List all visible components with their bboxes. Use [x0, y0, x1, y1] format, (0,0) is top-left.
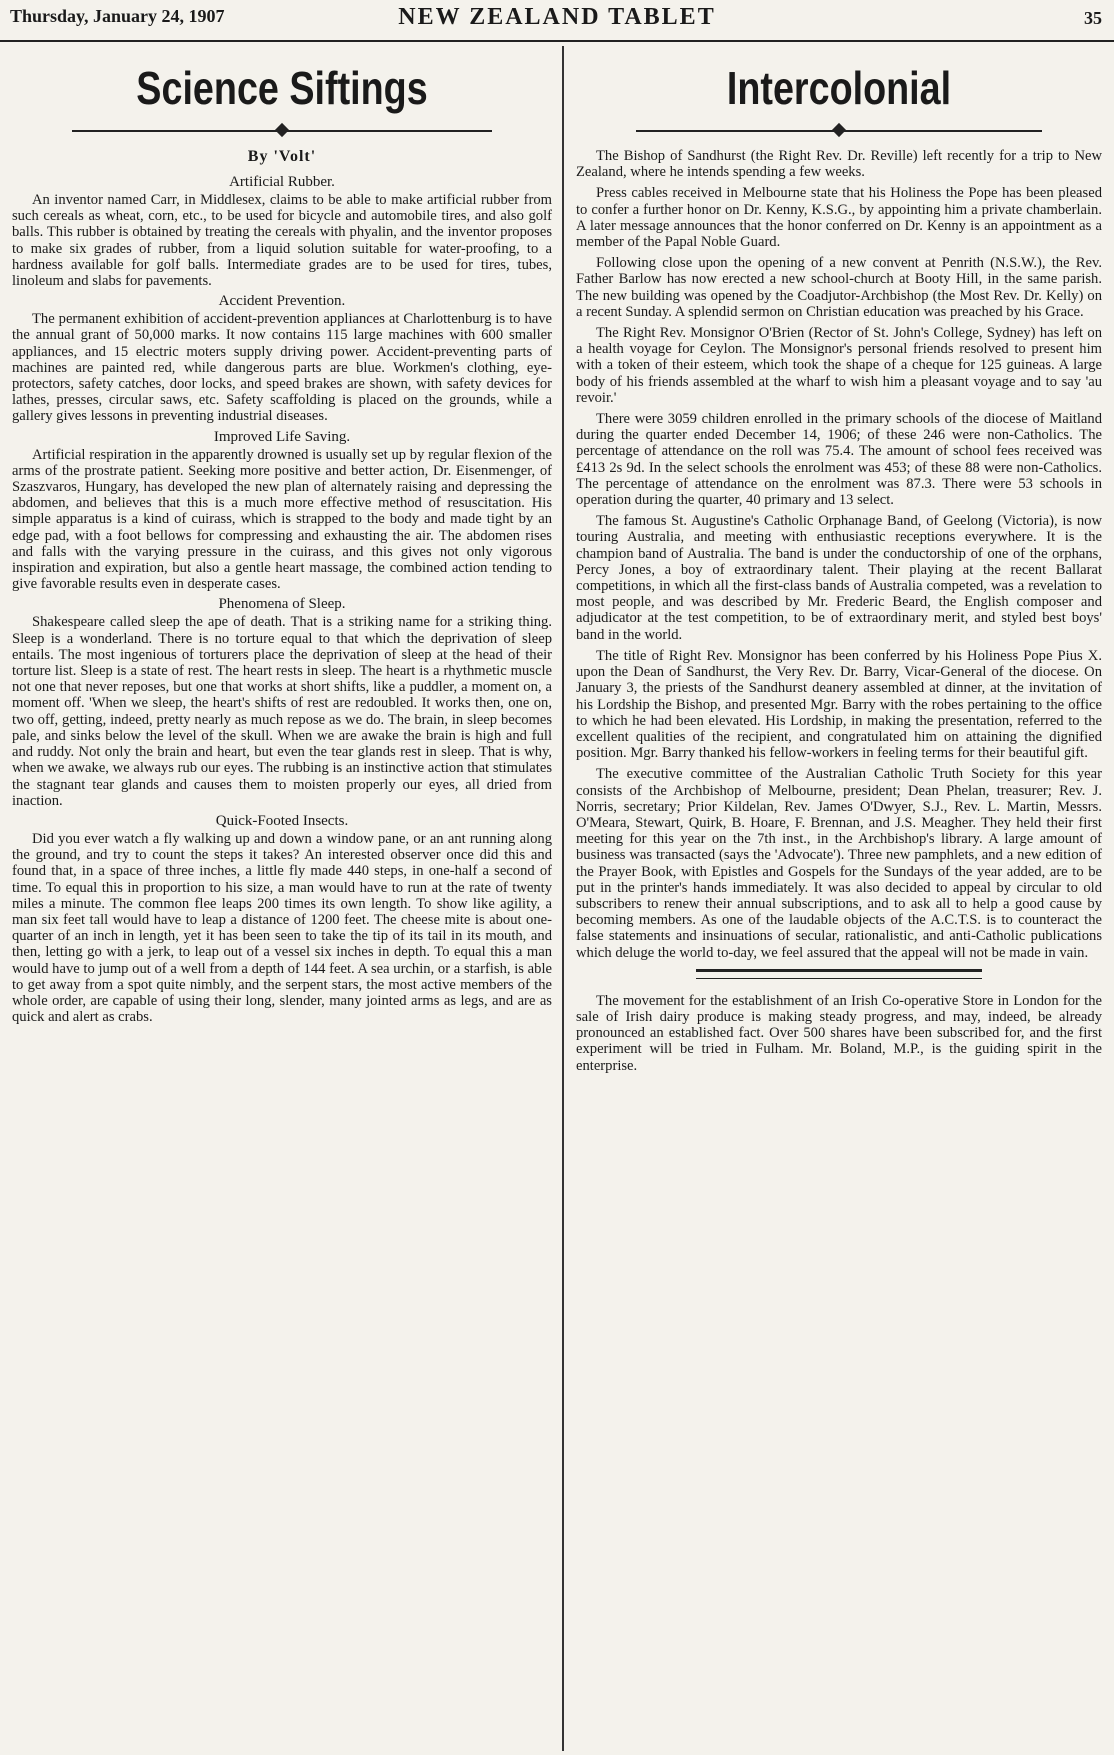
column-heading: Science Siftings [136, 62, 428, 114]
news-paragraph: Press cables received in Melbourne state that his Holiness the Pope has been pleased to confer a further honor on Dr. Kenny, K.S.G., by appointing him a private chamberlain. A later message announces that the honor conferred on Dr. Kenny is an appointment as a member of the Papal Noble Guard. [576, 185, 1102, 251]
news-paragraph: Following close upon the opening of a new convent at Penrith (N.S.W.), the Rev. Father Barlow has now erected a new school-church at Booty Hill, in the same parish. The new building was opened by the Coadjutor-Archbishop (the Most Rev. Dr. Kelly) on a recent Sunday. A splendid sermon on Christian education was preached by his Grace. [576, 255, 1102, 320]
section-title: Improved Life Saving. [213, 428, 351, 445]
article-paragraph: Did you ever watch a fly walking up and down a window pane, or an ant running along the ground, and try to count the steps it takes? An interested observer once did this and found that, in a space of three inches, a little fly made 440 steps, in one-half a second of time. To equal this in proportion to his size, a man would have to run at the rate of twenty miles a minute. The common flee leaps 200 times its own length. To show like agility, a man six feet tall would have to leap a distance of 1200 feet. The cheese mite is about one-quarter of an inch in length, yet it has been seen to take the tip of its tail in its mouth, and then, letting go with a jerk, to leap out of a vessel six inches in depth. To equal this a man would have to jump out of a well from a depth of 144 feet. A sea urchin, or a starfish, is able to get away from a spot quite nimbly, and the serpent stars, the most active members of the whole order, are capable of using their long, slender, many jointed arms as legs, and are as quick and alert as crabs. [12, 830, 552, 1026]
article-paragraph: The permanent exhibition of accident-prevention appliances at Charlottenburg is to have the annual grant of 50,000 marks. It now contains 115 large machines with 600 smaller appliances, and 15 electric moters supply driving power. Accident-preventing parts of machines are painted red, while dangerous parts are blue. Workmen's clothing, eye-protectors, safety catches, door locks, and speed brakes are shown, with safety devices for lathes, presses, circular saws, etc. Safety scaffolding is placed on the grounds, while a gallery gives lessons in preventing industrial diseases. [12, 311, 552, 425]
ornamental-rule [636, 124, 1042, 138]
newspaper-title: NEW ZEALAND TABLET [398, 4, 716, 30]
section-title: Artificial Rubber. [229, 174, 335, 190]
section-title: Quick-Footed Insects. [215, 812, 349, 829]
column-divider [562, 46, 564, 1751]
news-paragraph: The title of Right Rev. Monsignor has been conferred by his Holiness Pope Pius X. upon the Dean of Sandhurst, the Very Rev. Dr. Barry, Vicar-General of the diocese. On January 3, the priests of the Sandhurst deanery assembled at dinner, at the invitation of his Lordship the Bishop, and presented Mgr. Barry with the robes pertaining to the office to which he had been elevated. His Lordship, in making the presentation, referred to the excellent qualities of the recipient, and congratulated him on attaining the dignified position. Mgr. Barry thanked his fellow-workers in feeling terms for their beautiful gift. [576, 647, 1102, 762]
section-rule [696, 969, 982, 979]
article-paragraph: Artificial respiration in the apparently drowned is usually set up by regular flexion of the arms of the prostrate patient. Seeking more positive and better action, Dr. Eisenmenger, of Szaszvaros, Hungary, has developed the new plan of alternately raising and depressing the abdomen, and believes that this is a much more effective method of resuscitation. His simple apparatus is a kind of cuirass, which is strapped to the body and made tight by an edge pad, with a foot bellows for compressing and exhausting the air. The abdomen rises and falls with the varying pressure in the cuirass, and this gives not only vigorous inspiration and expiration, but also a gentle heart massage, the combined action tending to give favorable results even in desperate cases. [12, 446, 552, 593]
byline: By 'Volt' [247, 148, 317, 165]
news-paragraph: The Right Rev. Monsignor O'Brien (Rector of St. John's College, Sydney) has left on a health voyage for Ceylon. The Monsignor's personal friends resolved to present him with a token of their esteem, which took the shape of a cheque for 125 guineas. A large body of his friends assembled at the wharf to wish him a pleasant voyage and to say 'au revoir.' [576, 325, 1102, 406]
section-title: Phenomena of Sleep. [218, 596, 346, 613]
article-paragraph: An inventor named Carr, in Middlesex, claims to be able to make artificial rubber from such cereals as wheat, corn, etc., to be used for bicycle and automobile tires, and also golf balls. This rubber is obtained by treating the cereals with phyalin, and the inventor proposes to make six grades of rubber, from a liquid solution suitable for water-proofing, to a hardness available for golf balls. Intermediate grades are to be used for tires, tubes, linoleum and slabs for pavements. [12, 192, 552, 290]
intercolonial-column [576, 48, 1102, 1079]
article-paragraph: Shakespeare called sleep the ape of death. That is a striking name for a striking thing. Sleep is a wonderland. There is no torture equal to that which the deprivation of sleep entails. The most ingenious of torturers place the deprivation of sleep at the head of their torture list. Sleep is a state of rest. The heart rests in sleep. The heart is a rhythmetic muscle not one that never reposes, but one that works at short shifts, like a puddler, a moment on, a moment off. 'When we sleep, the heart's shifts of rest are redoubled. It works then, one on, two off, getting, indeed, pretty nearly as much repose as we do. The brain, in sleep becomes pale, and sinks below the level of the skull. When we are awake the brain is high and full and ruddy. Not only the brain and heart, but even the tear glands rest in sleep. That is why, when we awake, we always rub our eyes. The rubbing is an instinctive action that stimulates the stagnant tear glands and causes them to moisten properly our eyes, all dried from inaction. [12, 614, 552, 809]
news-paragraph: The Bishop of Sandhurst (the Right Rev. Dr. Reville) left recently for a trip to New Zealand, where he intends spending a few weeks. [576, 148, 1102, 181]
column-heading: Intercolonial [726, 62, 952, 114]
page-number: 35 [1084, 8, 1102, 28]
news-paragraph: There were 3059 children enrolled in the primary schools of the diocese of Maitland during the quarter ended December 14, 1906; of these 246 were non-Catholics. The percentage of attendance on the roll was 75.4. The amount of school fees received was £413 2s 9d. In the select schools the enrolment was 453; of these 88 were non-Catholics. The percentage of attendance on the enrolment was 87.3. There were 53 schools in operation during the quarter, 40 primary and 13 select. [576, 411, 1102, 509]
masthead [0, 0, 1114, 42]
news-paragraph: The movement for the establishment of an Irish Co-operative Store in London for the sale of Irish dairy produce is making steady progress, and may, indeed, be already pronounced an established fact. Over 500 shares have been subscribed for, and the first experiment will be tried in Fulham. Mr. Boland, M.P., is the guiding spirit in the enterprise. [576, 992, 1102, 1074]
issue-date: Thursday, January 24, 1907 [10, 6, 225, 26]
news-paragraph: The famous St. Augustine's Catholic Orphanage Band, of Geelong (Victoria), is now touring Australia, and meeting with enthusiastic receptions everywhere. It is the champion band of Australia. The band is under the conductorship of one of the orphans, Percy Jones, a boy of extraordinary talent. Their playing at the recent Ballarat competitions, in which all the first-class bands of Australia competed, was a revelation to most people, and was described by Mr. Frederic Beard, the English composer and adjudicator at the test competition, to be of extraordinary merit, and styled best boys' band in the world. [576, 513, 1102, 643]
ornamental-rule [72, 124, 492, 138]
news-paragraph: The executive committee of the Australian Catholic Truth Society for this year consists of the Archbishop of Melbourne, president; Dean Phelan, treasurer; Rev. J. Norris, secretary; Prior Kildelan, Rev. James O'Dwyer, S.J., Rev. L. Martin, Messrs. O'Meara, Stewart, Quirk, B. Hoare, F. Brennan, and J.S. Meagher. They held their first meeting for this year on the 7th inst., in the Archbishop's library. A large amount of business was transacted (says the 'Advocate'). Three new pamphlets, and a new edition of the Prayer Book, with Epistles and Gospels for the Sundays of the year added, are to be put in the printer's hands immediately. It was also decided to appeal by circular to old subscribers to renew their annual subscriptions, and to ask all to help a good cause by becoming members. As one of the laudable objects of the A.C.T.S. is to counteract the false statements and insinuations of secular, rationalistic, and anti-Catholic publications which deluge the world to-day, we feel assured that the appeal will not be made in vain. [576, 766, 1102, 961]
science-siftings-column [12, 48, 552, 1025]
section-title: Accident Prevention. [218, 293, 346, 310]
